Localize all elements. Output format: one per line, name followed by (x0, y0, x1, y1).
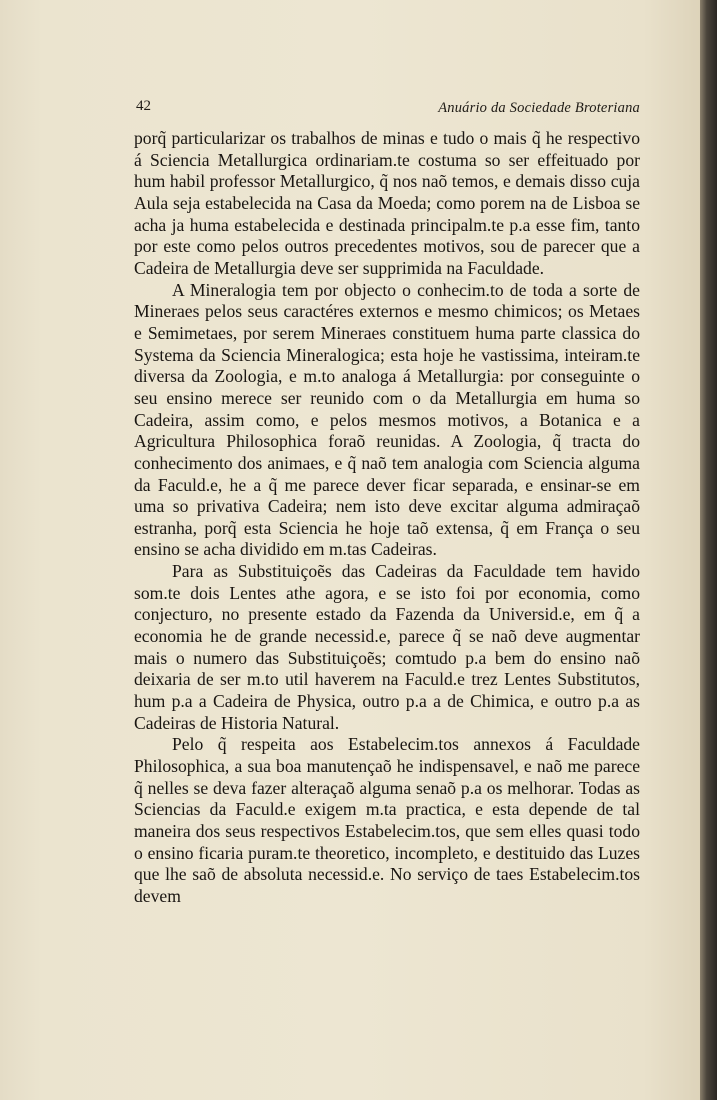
paragraph: Para as Substituiçoẽs das Cadeiras da Faculdade tem havido som.te dois Lentes athe agora, e se isto foi por economia, como conjecturo, no presente estado da Fazenda da Universid.e, em q̃ a economia he de grande necessid.e, parece q̃ se naõ deve augmentar mais o numero das Substituiçoẽs; comtudo p.a bem do ensino naõ deixaria de ser m.to util haverem na Faculd.e trez Lentes Substitutos, hum p.a a Cadeira de Physica, outro p.a a de Chimica, e outro p.a as Cadeiras de Historia Natural. (134, 561, 640, 733)
page-edge-shadow (700, 0, 717, 1100)
body-text (134, 128, 640, 908)
page-number: 42 (136, 98, 151, 114)
running-title: Anuário da Sociedade Broteriana (438, 100, 640, 116)
page-header (136, 98, 640, 118)
paragraph: Pelo q̃ respeita aos Estabelecim.tos annexos á Faculdade Philosophica, a sua boa manutençaõ he indispensavel, e naõ me parece q̃ nelles se deva fazer alteraçaõ alguma senaõ p.a os melhorar. Todas as Sciencias da Faculd.e exigem m.ta practica, e esta depende de tal maneira dos seus respectivos Estabelecim.tos, que sem elles quasi todo o ensino ficaria puram.te theoretico, incompleto, e destituido das Luzes que lhe saõ de absoluta necessid.e. No serviço de taes Estabelecim.tos devem (134, 734, 640, 906)
paragraph: A Mineralogia tem por objecto o conhecim.to de toda a sorte de Mineraes pelos seus caractéres externos e mesmo chimicos; os Metaes e Semimetaes, por serem Mineraes constituem huma parte classica do Systema da Sciencia Mineralogica; esta hoje he vastissima, inteiram.te diversa da Zoologia, e m.to analoga á Metallurgia: por conseguinte o seu ensino merece ser reunido com o da Metallurgia em huma so Cadeira, assim como, e pelos mesmos motivos, a Botanica e a Agricultura Philosophica foraõ reunidas. A Zoologia, q̃ tracta do conhecimento dos animaes, e q̃ naõ tem analogia com Sciencia alguma da Faculd.e, he a q̃ me parece dever ficar separada, e ensinar-se em uma so privativa Cadeira; nem isto deve excitar alguma admiraçaõ estranha, porq̃ esta Sciencia he hoje taõ extensa, q̃ em França o seu ensino se acha dividido em m.tas Cadeiras. (134, 279, 640, 560)
paragraph: porq̃ particularizar os trabalhos de minas e tudo o mais q̃ he respectivo á Sciencia Metallurgica ordinariam.te costuma so ser effeituado por hum habil professor Metallurgico, q̃ nos naõ temos, e demais disso cuja Aula seja estabelecida na Casa da Moeda; como porem na de Lisboa se acha ja huma estabelecida e destinada principalm.te p.a esse fim, tanto por este como pelos outros precedentes motivos, sou de parecer que a Cadeira de Metallurgia deve ser supprimida na Faculdade. (134, 128, 640, 278)
